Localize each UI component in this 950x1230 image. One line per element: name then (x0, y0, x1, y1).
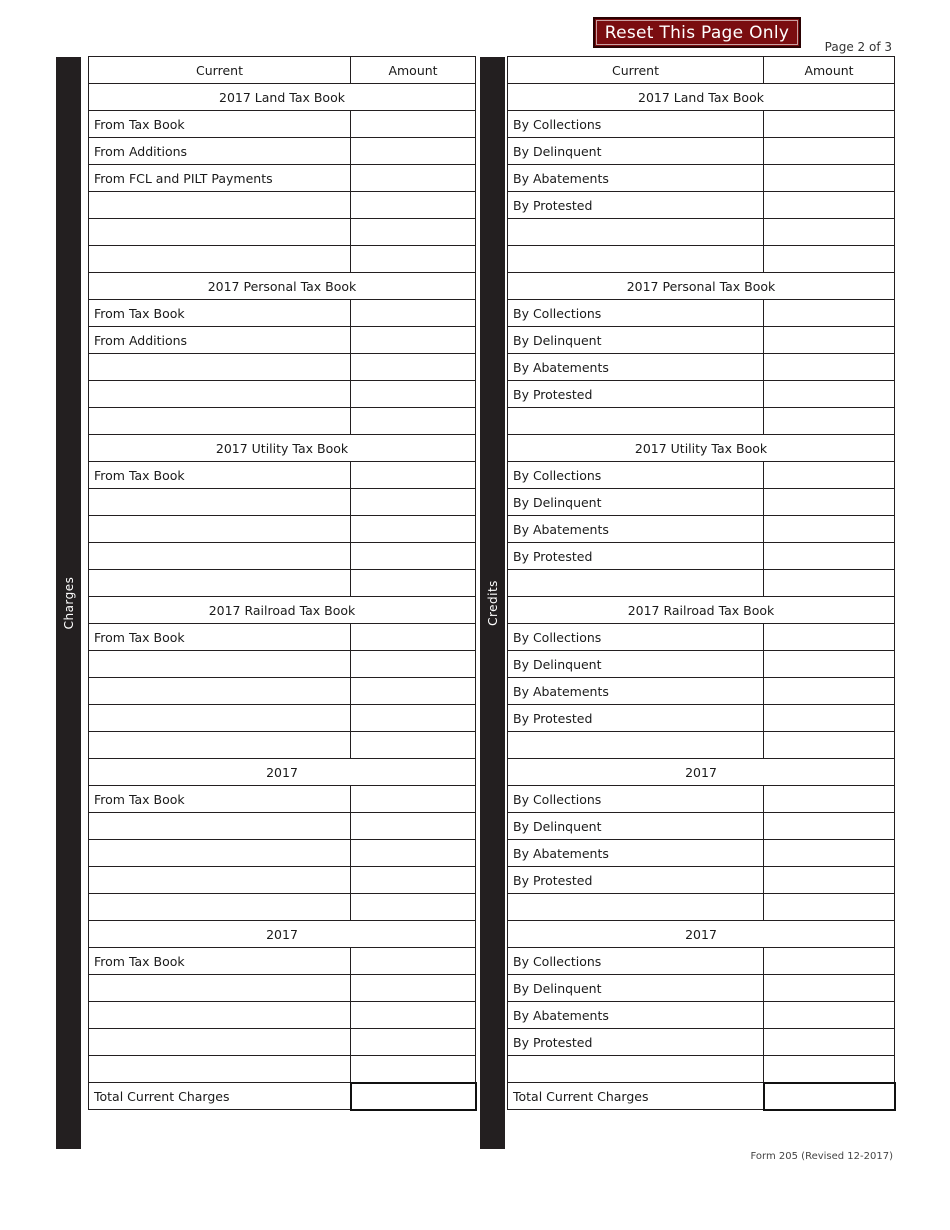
section-title: 2017 Railroad Tax Book (508, 597, 895, 624)
line-item-label: By Abatements (508, 678, 764, 705)
blank-description-field[interactable] (508, 246, 764, 273)
amount-field[interactable] (351, 867, 476, 894)
amount-field[interactable] (351, 705, 476, 732)
credits-sidebar-label: Credits (485, 580, 500, 626)
line-item-label: By Collections (508, 948, 764, 975)
amount-field[interactable] (764, 1056, 895, 1083)
table-row (508, 300, 895, 327)
amount-field[interactable] (351, 246, 476, 273)
line-item-label: By Protested (508, 867, 764, 894)
table-row (508, 408, 895, 435)
table-row (508, 246, 895, 273)
charges-sidebar-label: Charges (61, 576, 76, 630)
table-row (89, 1056, 476, 1083)
total-amount-field[interactable] (764, 1083, 895, 1110)
total-amount-field[interactable] (351, 1083, 476, 1110)
amount-field[interactable] (764, 165, 895, 192)
amount-field[interactable] (764, 786, 895, 813)
section-title: 2017 Utility Tax Book (508, 435, 895, 462)
blank-description-field[interactable] (508, 1056, 764, 1083)
amount-field[interactable] (351, 489, 476, 516)
blank-description-field[interactable] (508, 894, 764, 921)
line-item-label: By Abatements (508, 516, 764, 543)
reset-page-button[interactable]: Reset This Page Only (593, 17, 801, 48)
section-header-row (89, 84, 476, 111)
amount-field[interactable] (351, 354, 476, 381)
table-row (89, 975, 476, 1002)
section-header-row (508, 921, 895, 948)
section-header-row (89, 921, 476, 948)
section-title: 2017 (508, 759, 895, 786)
table-row (508, 894, 895, 921)
column-header-amount: Amount (764, 57, 895, 84)
table-row (508, 219, 895, 246)
section-title: 2017 Personal Tax Book (508, 273, 895, 300)
table-row (508, 327, 895, 354)
page-indicator: Page 2 of 3 (824, 40, 892, 54)
amount-field[interactable] (351, 381, 476, 408)
line-item-label: By Collections (508, 111, 764, 138)
amount-field[interactable] (764, 894, 895, 921)
section-title: 2017 Personal Tax Book (89, 273, 476, 300)
table-row (508, 678, 895, 705)
table-row (89, 705, 476, 732)
table-row (508, 975, 895, 1002)
credits-table (507, 56, 896, 1111)
table-row (508, 192, 895, 219)
table-row (89, 192, 476, 219)
table-row (508, 948, 895, 975)
amount-field[interactable] (351, 219, 476, 246)
blank-description-field[interactable] (89, 543, 351, 570)
line-item-label: By Protested (508, 381, 764, 408)
table-row (89, 813, 476, 840)
line-item-label: From Additions (89, 327, 351, 354)
line-item-label: From Additions (89, 138, 351, 165)
blank-description-field[interactable] (89, 732, 351, 759)
table-row (508, 1002, 895, 1029)
table-row (89, 948, 476, 975)
amount-field[interactable] (764, 354, 895, 381)
amount-field[interactable] (764, 219, 895, 246)
section-header-row (89, 759, 476, 786)
blank-description-field[interactable] (89, 489, 351, 516)
table-row (89, 840, 476, 867)
line-item-label: By Protested (508, 192, 764, 219)
table-row (508, 813, 895, 840)
line-item-label: From Tax Book (89, 300, 351, 327)
table-row (89, 570, 476, 597)
amount-field[interactable] (351, 894, 476, 921)
blank-description-field[interactable] (89, 246, 351, 273)
line-item-label: From FCL and PILT Payments (89, 165, 351, 192)
blank-description-field[interactable] (89, 651, 351, 678)
amount-field[interactable] (764, 651, 895, 678)
amount-field[interactable] (351, 1002, 476, 1029)
table-row (89, 327, 476, 354)
line-item-label: By Protested (508, 543, 764, 570)
line-item-label: By Abatements (508, 1002, 764, 1029)
table-row (89, 462, 476, 489)
amount-field[interactable] (764, 570, 895, 597)
blank-description-field[interactable] (508, 219, 764, 246)
section-header-row (508, 273, 895, 300)
amount-field[interactable] (351, 516, 476, 543)
line-item-label: By Delinquent (508, 975, 764, 1002)
line-item-label: From Tax Book (89, 624, 351, 651)
line-item-label: By Abatements (508, 354, 764, 381)
table-row (89, 651, 476, 678)
table-row (89, 624, 476, 651)
table-row (508, 840, 895, 867)
blank-description-field[interactable] (89, 570, 351, 597)
amount-field[interactable] (351, 975, 476, 1002)
amount-field[interactable] (764, 975, 895, 1002)
amount-field[interactable] (764, 678, 895, 705)
blank-description-field[interactable] (89, 975, 351, 1002)
table-row (89, 138, 476, 165)
table-row (508, 705, 895, 732)
blank-description-field[interactable] (89, 219, 351, 246)
total-label: Total Current Charges (89, 1083, 351, 1110)
amount-field[interactable] (351, 111, 476, 138)
blank-description-field[interactable] (89, 867, 351, 894)
blank-description-field[interactable] (89, 813, 351, 840)
section-header-row (89, 435, 476, 462)
blank-description-field[interactable] (508, 732, 764, 759)
line-item-label: By Delinquent (508, 651, 764, 678)
blank-description-field[interactable] (89, 705, 351, 732)
amount-field[interactable] (351, 1056, 476, 1083)
blank-description-field[interactable] (89, 678, 351, 705)
blank-description-field[interactable] (89, 516, 351, 543)
amount-field[interactable] (351, 624, 476, 651)
blank-description-field[interactable] (89, 1029, 351, 1056)
line-item-label: By Abatements (508, 165, 764, 192)
amount-field[interactable] (351, 732, 476, 759)
table-row (508, 651, 895, 678)
blank-description-field[interactable] (89, 1002, 351, 1029)
blank-description-field[interactable] (89, 894, 351, 921)
table-row (89, 894, 476, 921)
blank-description-field[interactable] (89, 381, 351, 408)
table-row (508, 381, 895, 408)
column-header-current: Current (508, 57, 764, 84)
table-row (508, 516, 895, 543)
total-row (508, 1083, 895, 1110)
table-row (508, 462, 895, 489)
section-header-row (508, 84, 895, 111)
amount-field[interactable] (764, 462, 895, 489)
line-item-label: By Collections (508, 786, 764, 813)
table-row (89, 219, 476, 246)
amount-field[interactable] (351, 192, 476, 219)
table-row (89, 246, 476, 273)
amount-field[interactable] (764, 300, 895, 327)
amount-field[interactable] (351, 840, 476, 867)
amount-field[interactable] (764, 111, 895, 138)
table-row (508, 165, 895, 192)
amount-field[interactable] (351, 813, 476, 840)
column-header-current: Current (89, 57, 351, 84)
table-row (89, 516, 476, 543)
charges-table (88, 56, 477, 1111)
blank-description-field[interactable] (89, 354, 351, 381)
column-header-row (508, 57, 895, 84)
amount-field[interactable] (764, 543, 895, 570)
line-item-label: From Tax Book (89, 462, 351, 489)
amount-field[interactable] (351, 165, 476, 192)
amount-field[interactable] (351, 1029, 476, 1056)
table-row (89, 381, 476, 408)
table-row (89, 732, 476, 759)
amount-field[interactable] (764, 516, 895, 543)
amount-field[interactable] (764, 624, 895, 651)
amount-field[interactable] (764, 732, 895, 759)
total-row (89, 1083, 476, 1110)
blank-description-field[interactable] (89, 1056, 351, 1083)
table-row (508, 138, 895, 165)
amount-field[interactable] (764, 138, 895, 165)
section-header-row (508, 435, 895, 462)
table-row (89, 1029, 476, 1056)
amount-field[interactable] (764, 1029, 895, 1056)
table-row (89, 543, 476, 570)
amount-field[interactable] (351, 678, 476, 705)
amount-field[interactable] (351, 948, 476, 975)
total-label: Total Current Charges (508, 1083, 764, 1110)
column-header-row (89, 57, 476, 84)
amount-field[interactable] (351, 570, 476, 597)
blank-description-field[interactable] (89, 840, 351, 867)
line-item-label: By Collections (508, 300, 764, 327)
section-title: 2017 (89, 759, 476, 786)
table-row (89, 786, 476, 813)
amount-field[interactable] (351, 408, 476, 435)
table-row (89, 300, 476, 327)
amount-field[interactable] (351, 462, 476, 489)
table-row (508, 786, 895, 813)
line-item-label: By Delinquent (508, 327, 764, 354)
table-row (508, 570, 895, 597)
line-item-label: By Collections (508, 624, 764, 651)
section-title: 2017 (508, 921, 895, 948)
table-row (508, 1029, 895, 1056)
section-title: 2017 (89, 921, 476, 948)
line-item-label: By Protested (508, 1029, 764, 1056)
form-identifier: Form 205 (Revised 12-2017) (750, 1151, 893, 1162)
section-title: 2017 Land Tax Book (508, 84, 895, 111)
table-row (508, 1056, 895, 1083)
amount-field[interactable] (764, 489, 895, 516)
amount-field[interactable] (764, 381, 895, 408)
blank-description-field[interactable] (89, 192, 351, 219)
amount-field[interactable] (764, 1002, 895, 1029)
table-row (89, 1002, 476, 1029)
line-item-label: By Delinquent (508, 138, 764, 165)
line-item-label: From Tax Book (89, 948, 351, 975)
credits-sidebar (480, 57, 505, 1149)
section-title: 2017 Land Tax Book (89, 84, 476, 111)
table-row (89, 354, 476, 381)
table-row (508, 543, 895, 570)
section-title: 2017 Railroad Tax Book (89, 597, 476, 624)
table-row (89, 111, 476, 138)
section-header-row (508, 597, 895, 624)
amount-field[interactable] (351, 327, 476, 354)
blank-description-field[interactable] (508, 570, 764, 597)
amount-field[interactable] (764, 327, 895, 354)
amount-field[interactable] (764, 408, 895, 435)
amount-field[interactable] (764, 192, 895, 219)
blank-description-field[interactable] (508, 408, 764, 435)
table-row (508, 624, 895, 651)
amount-field[interactable] (351, 138, 476, 165)
section-header-row (89, 273, 476, 300)
line-item-label: By Delinquent (508, 813, 764, 840)
line-item-label: By Collections (508, 462, 764, 489)
amount-field[interactable] (351, 543, 476, 570)
amount-field[interactable] (351, 300, 476, 327)
section-header-row (508, 759, 895, 786)
amount-field[interactable] (764, 705, 895, 732)
table-row (89, 867, 476, 894)
amount-field[interactable] (764, 840, 895, 867)
table-row (508, 489, 895, 516)
table-row (89, 165, 476, 192)
table-row (508, 867, 895, 894)
table-row (508, 732, 895, 759)
line-item-label: From Tax Book (89, 786, 351, 813)
table-row (89, 408, 476, 435)
line-item-label: By Abatements (508, 840, 764, 867)
table-row (89, 678, 476, 705)
table-row (508, 354, 895, 381)
amount-field[interactable] (764, 867, 895, 894)
line-item-label: By Protested (508, 705, 764, 732)
amount-field[interactable] (351, 651, 476, 678)
line-item-label: By Delinquent (508, 489, 764, 516)
table-row (89, 489, 476, 516)
amount-field[interactable] (351, 786, 476, 813)
section-header-row (89, 597, 476, 624)
amount-field[interactable] (764, 948, 895, 975)
line-item-label: From Tax Book (89, 111, 351, 138)
amount-field[interactable] (764, 246, 895, 273)
charges-sidebar (56, 57, 81, 1149)
column-header-amount: Amount (351, 57, 476, 84)
amount-field[interactable] (764, 813, 895, 840)
table-row (508, 111, 895, 138)
section-title: 2017 Utility Tax Book (89, 435, 476, 462)
blank-description-field[interactable] (89, 408, 351, 435)
